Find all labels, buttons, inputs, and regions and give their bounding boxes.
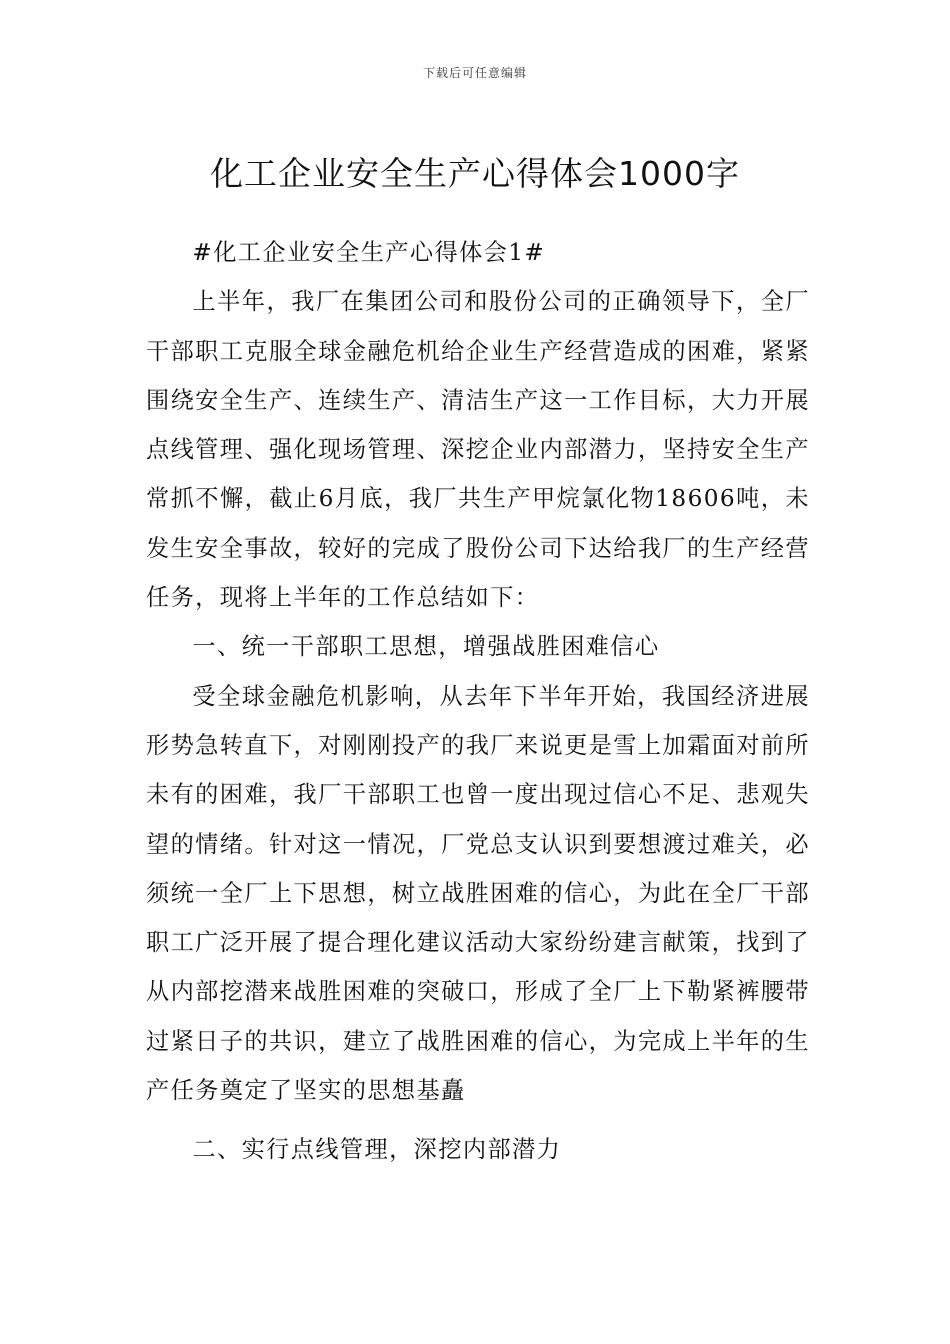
- header-note: 下载后可任意编辑: [422, 66, 527, 80]
- document-body: [146, 228, 810, 1175]
- section-heading-point-line-management: 二、实行点线管理，深挖内部潜力: [192, 1136, 562, 1164]
- section-heading-1: #化工企业安全生产心得体会1#: [192, 239, 546, 266]
- paragraph-financial-crisis: 受全球金融危机影响，从去年下半年开始，我国经济进展形势急转直下，对刚刚投产的我厂来说更是雪上加霜面对前所未有的困难，我厂干部职工也曾一度出现过信心不足、悲观失望的情绪。针对这一情况，厂党总支认识到要想渡过难关，必须统一全厂上下思想，树立战胜困难的信心，为此在全厂干部职工广泛开展了提合理化建议活动大家纷纷建言献策，找到了从内部挖潜来战胜困难的突破口，形成了全厂上下勒紧裤腰带过紧日子的共识，建立了战胜困难的信心，为完成上半年的生产任务奠定了坚实的思想基矗: [146, 682, 810, 1105]
- paragraph-intro: 上半年，我厂在集团公司和股份公司的正确领导下，全厂干部职工克服全球金融危机给企业生产经营造成的困难，紧紧围绕安全生产、连续生产、清洁生产这一工作目标，大力开展点线管理、强化现场管理、深挖企业内部潜力，坚持安全生产常抓不懈，截止6月底，我厂共生产甲烷氯化物18606吨，未发生安全事故，较好的完成了股份公司下达给我厂的生产经营任务，现将上半年的工作总结如下：: [146, 288, 810, 612]
- section-heading-unify-thinking: 一、统一干部职工思想，增强战胜困难信心: [192, 633, 660, 661]
- document-title: 化工企业安全生产心得体会1000字: [210, 154, 740, 194]
